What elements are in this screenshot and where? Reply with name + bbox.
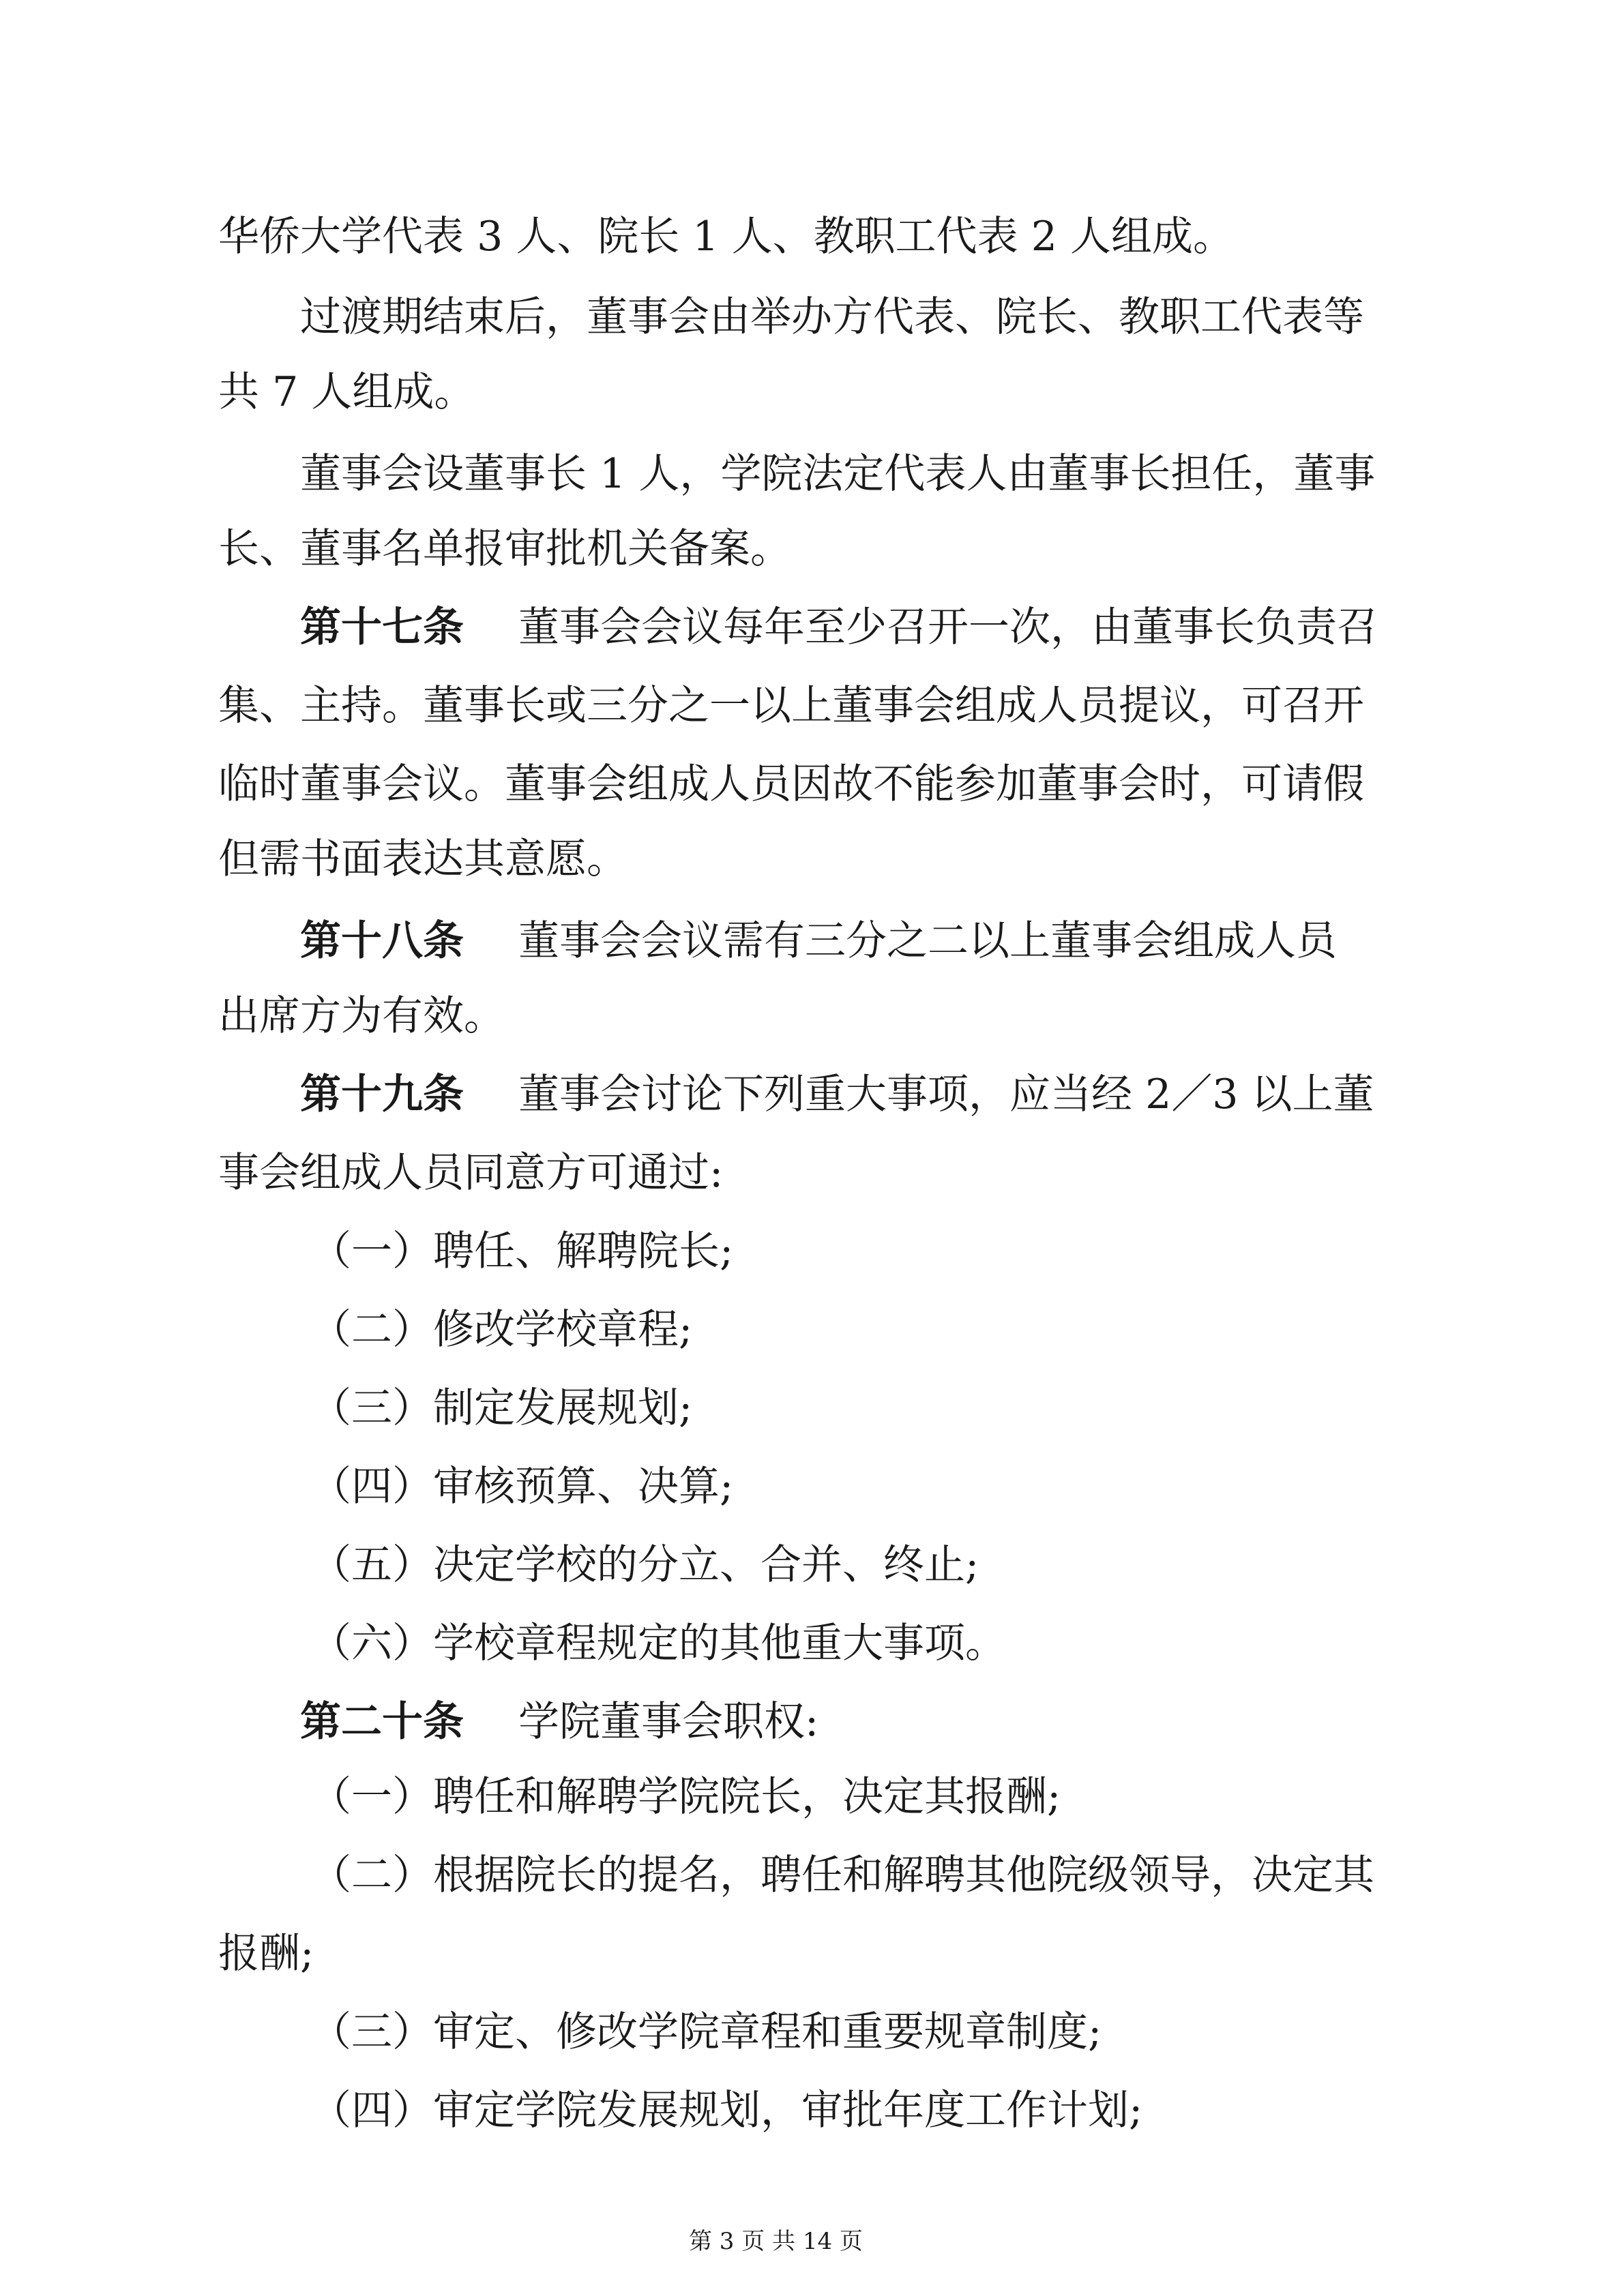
body-text: 董事会设董事长 1 人，学院法定代表人由董事长担任，董事 bbox=[300, 450, 1376, 498]
body-text: 集、主持。董事长或三分之一以上董事会组成人员提议，可召开 bbox=[218, 682, 1364, 730]
list-item bbox=[0, 2001, 1624, 2063]
body-line bbox=[0, 985, 1624, 1047]
list-item-text: （一）聘任、解聘院长; bbox=[310, 1227, 734, 1275]
list-item-text: （四）审定学院发展规划，审批年度工作计划; bbox=[310, 2087, 1143, 2134]
body-text: 临时董事会议。董事会组成人员因故不能参加董事会时，可请假 bbox=[218, 760, 1364, 808]
list-item bbox=[0, 1377, 1624, 1439]
body-line bbox=[0, 206, 1624, 267]
list-item bbox=[0, 1299, 1624, 1360]
body-line bbox=[0, 361, 1624, 423]
list-item-text: （三）制定发展规划; bbox=[310, 1384, 693, 1432]
article-text: 学院董事会职权: bbox=[518, 1698, 819, 1746]
list-item-text: （六）学校章程规定的其他重大事项。 bbox=[310, 1620, 1006, 1667]
list-item bbox=[0, 1613, 1624, 1674]
article-line bbox=[0, 910, 1624, 972]
article-text: 董事会会议需有三分之二以上董事会组成人员 bbox=[518, 917, 1337, 965]
article-text: 董事会讨论下列重大事项，应当经 2／3 以上董 bbox=[518, 1071, 1374, 1118]
body-text: 过渡期结束后，董事会由举办方代表、院长、教职工代表等 bbox=[300, 293, 1364, 341]
list-item-text: （二）修改学校章程; bbox=[310, 1306, 693, 1354]
article-line bbox=[0, 597, 1624, 658]
page-number-footer: 第 3 页 共 14 页 bbox=[689, 2228, 863, 2255]
body-text: 长、董事名单报审批机关备案。 bbox=[218, 525, 791, 573]
list-item bbox=[0, 1221, 1624, 1282]
article-heading: 第十七条 bbox=[300, 603, 464, 651]
list-item bbox=[0, 1534, 1624, 1596]
article-text: 董事会会议每年至少召开一次，由董事长负责召 bbox=[518, 603, 1378, 651]
body-text: 报酬; bbox=[218, 1930, 314, 1978]
body-text: 但需书面表达其意愿。 bbox=[218, 835, 628, 883]
body-text: 华侨大学代表 3 人、院长 1 人、教职工代表 2 人组成。 bbox=[218, 213, 1234, 260]
list-item-text: （三）审定、修改学院章程和重要规章制度; bbox=[310, 2008, 1102, 2056]
article-heading: 第十八条 bbox=[300, 917, 464, 965]
body-line bbox=[0, 286, 1624, 348]
list-item bbox=[0, 1456, 1624, 1517]
body-line bbox=[0, 754, 1624, 815]
article-heading: 第十九条 bbox=[300, 1071, 464, 1118]
body-text: 共 7 人组成。 bbox=[218, 368, 475, 416]
article-line bbox=[0, 1691, 1624, 1753]
list-item bbox=[0, 1766, 1624, 1828]
article-line bbox=[0, 1064, 1624, 1125]
list-item bbox=[0, 1845, 1624, 1906]
list-item-text: （四）审核预算、决算; bbox=[310, 1463, 734, 1510]
body-line bbox=[0, 518, 1624, 580]
body-text: 出席方为有效。 bbox=[218, 992, 505, 1040]
body-line bbox=[0, 829, 1624, 890]
list-item-text: （五）决定学校的分立、合并、终止; bbox=[310, 1541, 979, 1589]
body-line bbox=[0, 443, 1624, 505]
body-line bbox=[0, 1923, 1624, 1984]
body-line bbox=[0, 1142, 1624, 1204]
list-item-text: （一）聘任和解聘学院院长，决定其报酬; bbox=[310, 1773, 1061, 1821]
list-item bbox=[0, 2080, 1624, 2141]
body-line bbox=[0, 675, 1624, 736]
list-item-text: （二）根据院长的提名，聘任和解聘其他院级领导，决定其 bbox=[310, 1851, 1374, 1899]
article-heading: 第二十条 bbox=[300, 1698, 464, 1746]
body-text: 事会组成人员同意方可通过: bbox=[218, 1149, 724, 1197]
